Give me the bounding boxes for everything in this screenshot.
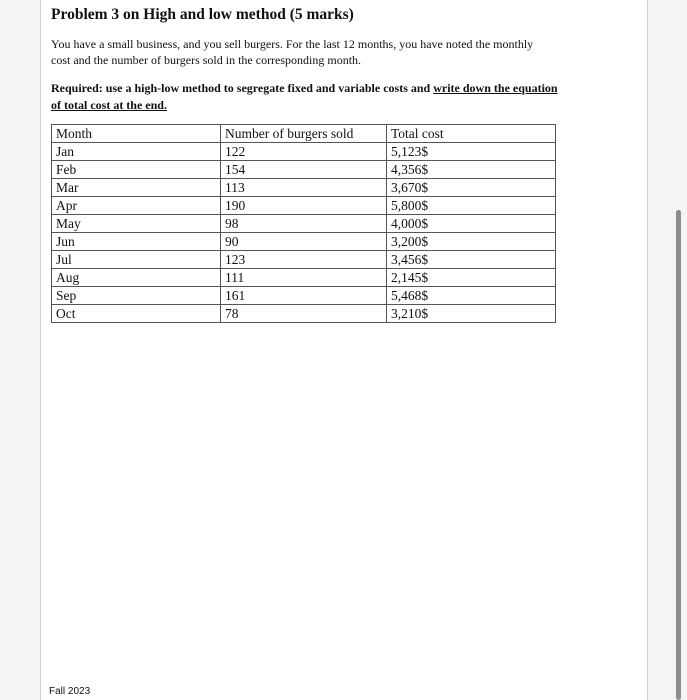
cell-cost: 5,123$ (387, 143, 556, 161)
table-row (52, 305, 556, 323)
table-row (52, 161, 556, 179)
cell-burgers: 90 (221, 233, 387, 251)
page-footer: Fall 2023 (49, 686, 91, 697)
table-row (52, 233, 556, 251)
cell-month: Feb (52, 161, 221, 179)
header-month: Month (52, 125, 221, 143)
cell-burgers: 123 (221, 251, 387, 269)
cell-month: Apr (52, 197, 221, 215)
header-total-cost: Total cost (387, 125, 556, 143)
header-burgers-sold: Number of burgers sold (221, 125, 387, 143)
burger-cost-table (51, 124, 556, 323)
cell-month: Sep (52, 287, 221, 305)
cell-cost: 5,468$ (387, 287, 556, 305)
cell-cost: 4,356$ (387, 161, 556, 179)
table-header-row (52, 125, 556, 143)
table-row (52, 197, 556, 215)
cell-month: Jul (52, 251, 221, 269)
table-row (52, 215, 556, 233)
problem-intro: You have a small business, and you sell burgers. For the last 12 months, you have noted the monthly cost and the number of burgers sold in the corresponding month. (51, 37, 534, 67)
cell-burgers: 122 (221, 143, 387, 161)
cell-month: Oct (52, 305, 221, 323)
required-instruction (51, 80, 561, 114)
required-prefix: Required: use a high-low method to segregate fixed and variable costs and (51, 81, 434, 95)
cell-month: Jan (52, 143, 221, 161)
cell-cost: 3,210$ (387, 305, 556, 323)
cell-burgers: 111 (221, 269, 387, 287)
problem-title: Problem 3 on High and low method (5 marks) (51, 6, 354, 23)
cell-month: Aug (52, 269, 221, 287)
table-row (52, 287, 556, 305)
cell-burgers: 113 (221, 179, 387, 197)
cell-burgers: 78 (221, 305, 387, 323)
required-underlined: write down the equation of total cost at the end. (51, 81, 558, 112)
vertical-scrollbar[interactable] (676, 210, 681, 700)
cell-cost: 3,200$ (387, 233, 556, 251)
table-row (52, 143, 556, 161)
table-row (52, 269, 556, 287)
cell-burgers: 154 (221, 161, 387, 179)
cell-burgers: 161 (221, 287, 387, 305)
table-row (52, 179, 556, 197)
cell-cost: 5,800$ (387, 197, 556, 215)
cell-cost: 3,456$ (387, 251, 556, 269)
cell-cost: 2,145$ (387, 269, 556, 287)
cell-month: Jun (52, 233, 221, 251)
cell-burgers: 98 (221, 215, 387, 233)
cell-month: Mar (52, 179, 221, 197)
cell-cost: 3,670$ (387, 179, 556, 197)
cell-month: May (52, 215, 221, 233)
cell-burgers: 190 (221, 197, 387, 215)
table-row (52, 251, 556, 269)
cell-cost: 4,000$ (387, 215, 556, 233)
